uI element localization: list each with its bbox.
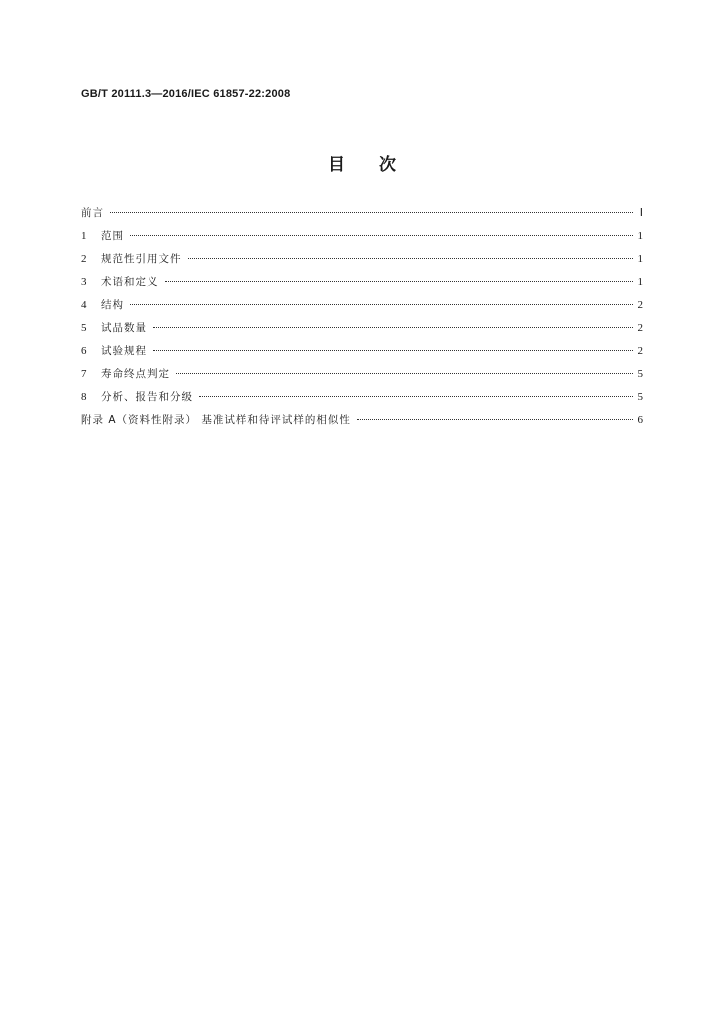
toc-entry[interactable] — [81, 366, 643, 389]
toc-entry-label: 试品数量 — [101, 322, 147, 334]
toc-entry-label: 规范性引用文件 — [101, 253, 182, 265]
toc-entry-label: 结构 — [101, 299, 124, 311]
toc-entry-page: 2 — [637, 345, 643, 357]
toc-entry-number: 8 — [81, 391, 87, 403]
dot-leader — [130, 304, 633, 305]
dot-leader — [176, 373, 633, 374]
dot-leader — [165, 281, 634, 282]
toc-entry-number: 2 — [81, 253, 87, 265]
toc-entry-number: 7 — [81, 368, 87, 380]
toc-entry-page: 5 — [637, 391, 643, 403]
toc-entry-page: Ⅰ — [639, 207, 643, 219]
dot-leader — [153, 350, 633, 351]
toc-entry[interactable] — [81, 412, 643, 435]
toc-entry[interactable] — [81, 320, 643, 343]
toc-entry-label: 术语和定义 — [101, 276, 159, 288]
toc-entry-page: 1 — [637, 253, 643, 265]
toc-entry-page: 5 — [637, 368, 643, 380]
toc-entry-label: 前言 — [81, 207, 104, 219]
toc-entry-label: 附录 A（资料性附录） 基准试样和待评试样的相似性 — [81, 414, 351, 426]
toc-entry-number: 3 — [81, 276, 87, 288]
dot-leader — [188, 258, 634, 259]
toc-entry[interactable] — [81, 205, 643, 228]
toc-title: 目次 — [328, 155, 430, 175]
toc-entry-label: 分析、报告和分级 — [101, 391, 193, 403]
dot-leader — [110, 212, 633, 213]
dot-leader — [153, 327, 633, 328]
toc-entry[interactable] — [81, 274, 643, 297]
toc-entry[interactable] — [81, 251, 643, 274]
toc-entry-page: 2 — [637, 322, 643, 334]
dot-leader — [130, 235, 633, 236]
toc-entry-page: 1 — [637, 276, 643, 288]
dot-leader — [199, 396, 633, 397]
toc-entry-number: 1 — [81, 230, 87, 242]
toc-entry[interactable] — [81, 297, 643, 320]
toc-entry[interactable] — [81, 343, 643, 366]
document-code: GB/T 20111.3—2016/IEC 61857-22:2008 — [81, 88, 291, 100]
table-of-contents — [81, 205, 643, 435]
toc-entry-label: 寿命终点判定 — [101, 368, 170, 380]
toc-entry-page: 1 — [637, 230, 643, 242]
toc-entry-label: 试验规程 — [101, 345, 147, 357]
toc-entry-number: 4 — [81, 299, 87, 311]
toc-entry[interactable] — [81, 389, 643, 412]
toc-entry-number: 6 — [81, 345, 87, 357]
toc-entry-number: 5 — [81, 322, 87, 334]
toc-entry-page: 2 — [637, 299, 643, 311]
toc-entry[interactable] — [81, 228, 643, 251]
toc-entry-label: 范围 — [101, 230, 124, 242]
dot-leader — [357, 419, 633, 420]
toc-entry-page: 6 — [637, 414, 643, 426]
